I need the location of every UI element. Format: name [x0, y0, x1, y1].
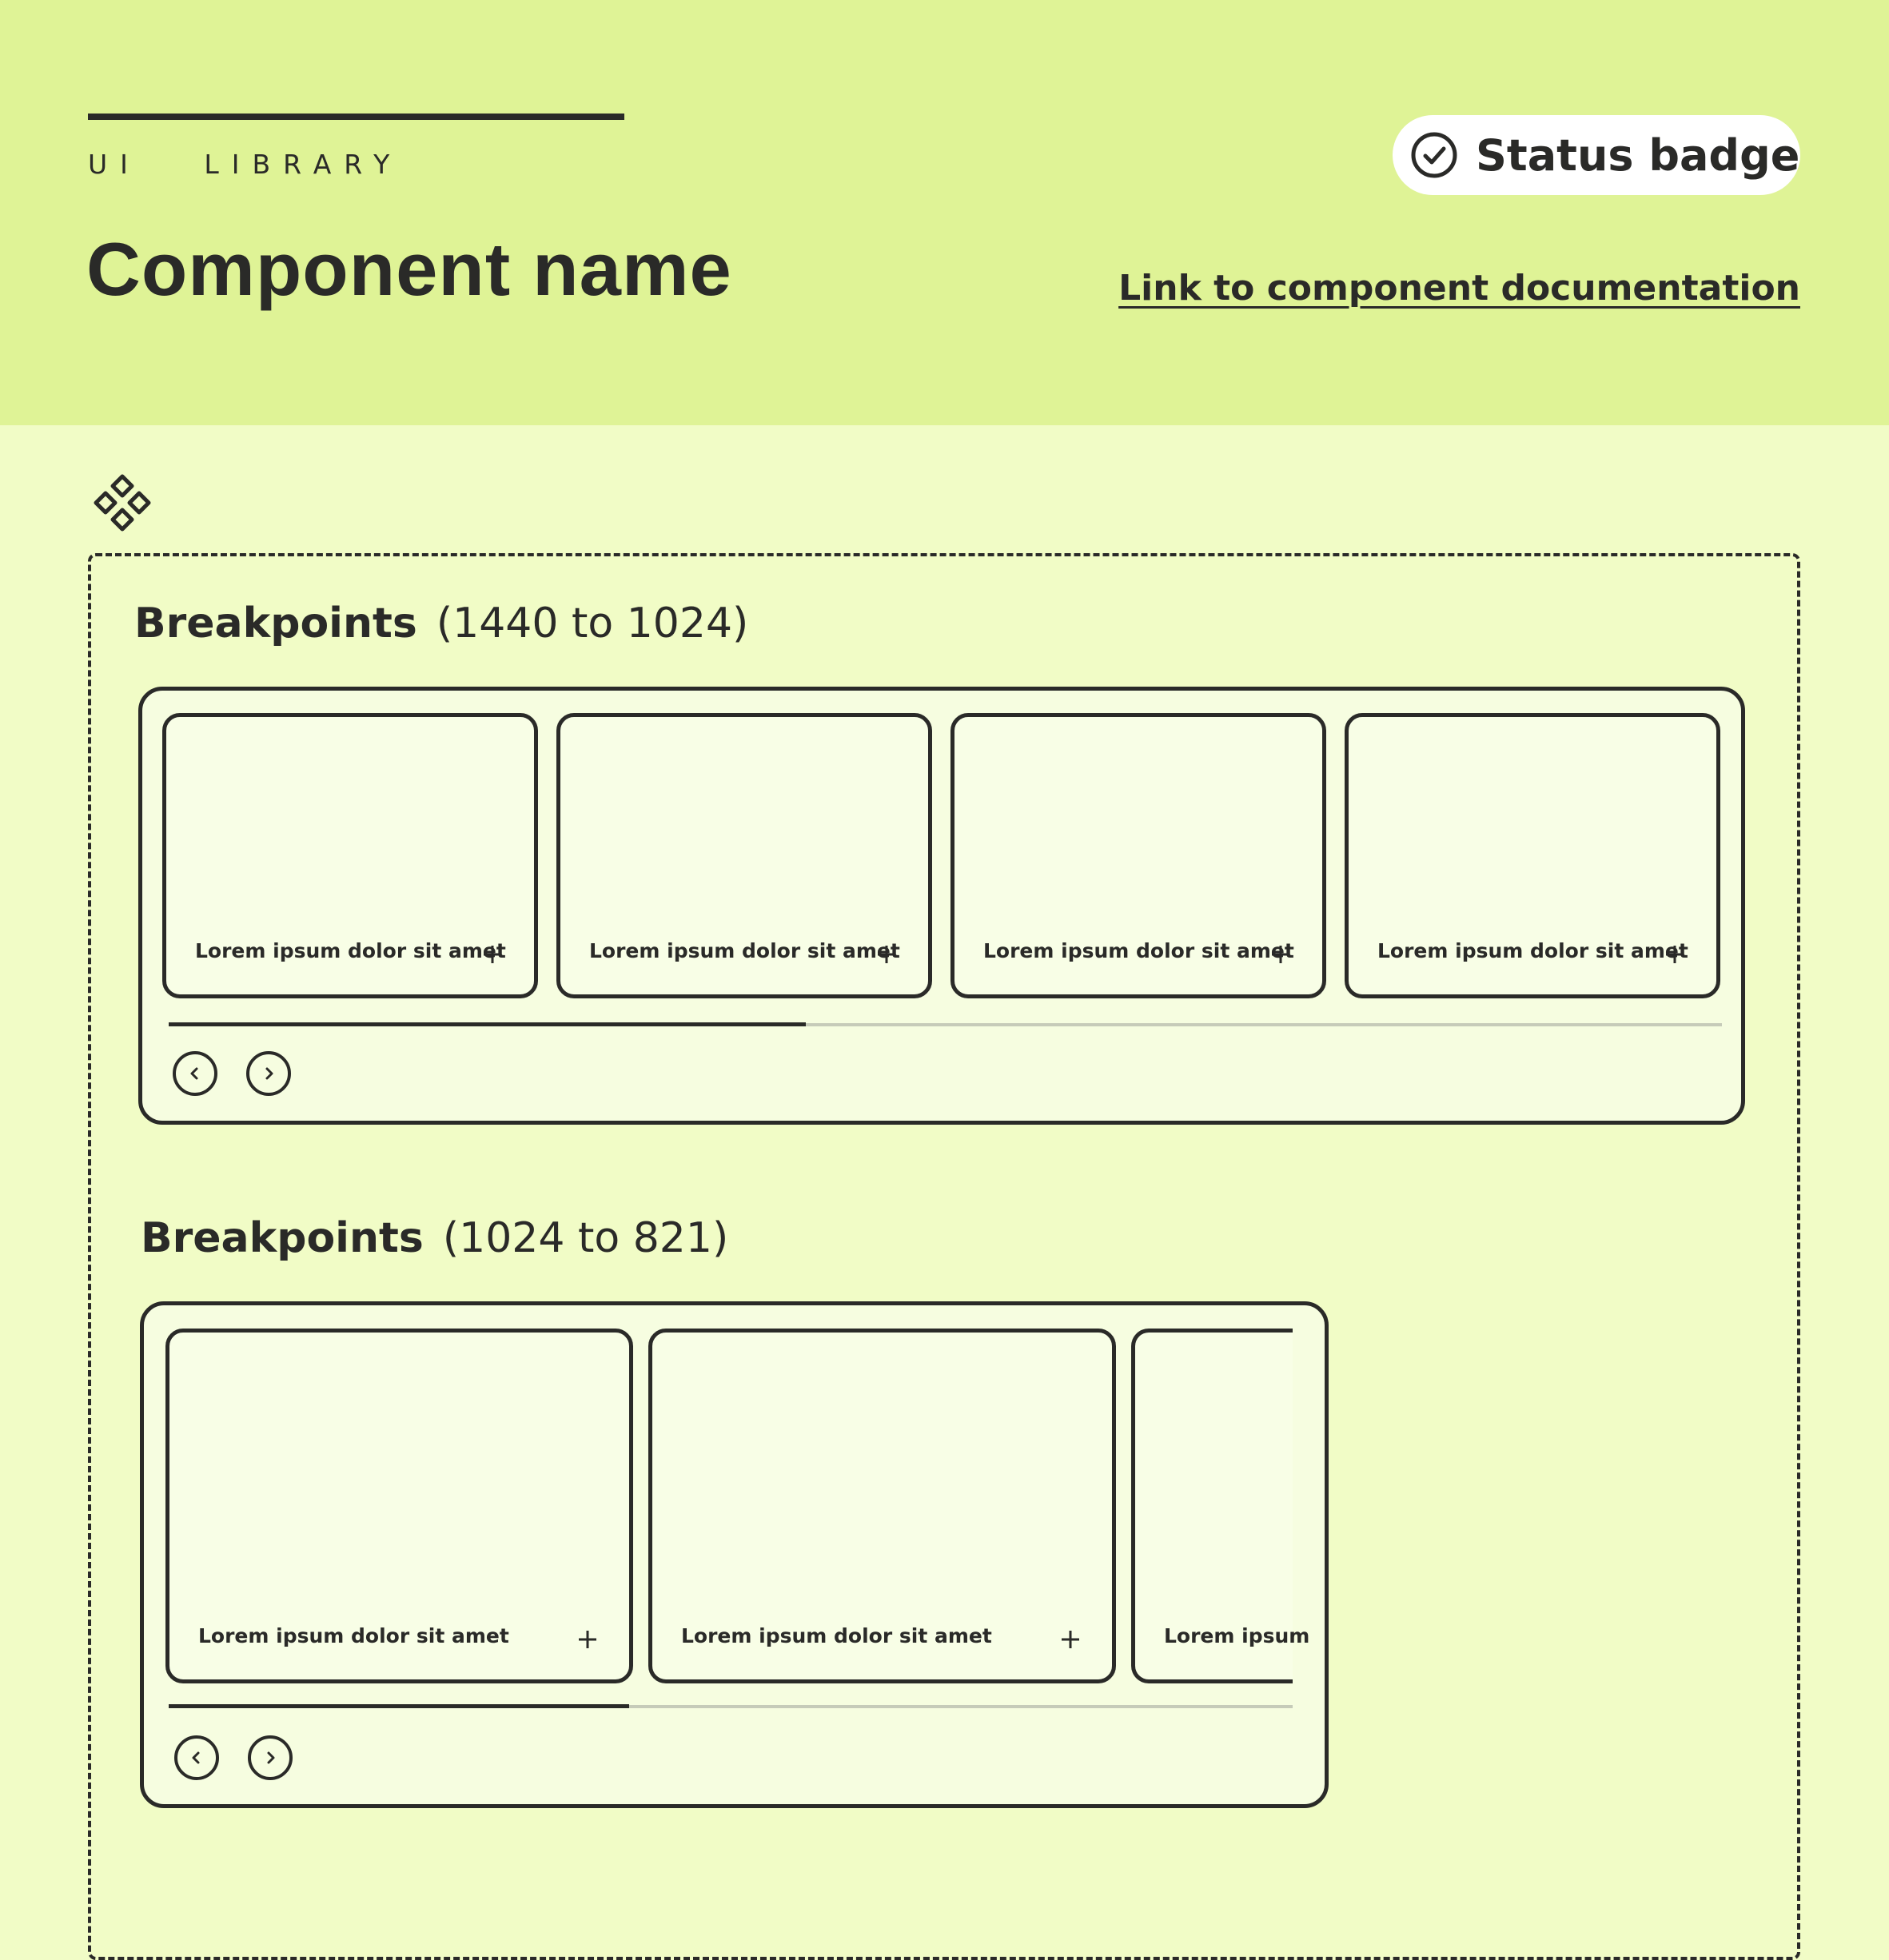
- carousel-card[interactable]: [556, 713, 932, 998]
- prev-button[interactable]: [173, 1051, 217, 1096]
- scroll-track[interactable]: [169, 1705, 1293, 1708]
- carousel-card[interactable]: [165, 1329, 633, 1683]
- header-rule: [88, 114, 624, 120]
- next-button[interactable]: [246, 1051, 291, 1096]
- prev-button[interactable]: [174, 1735, 219, 1780]
- card-label: Lorem ipsum dolor sit amet: [1377, 939, 1688, 962]
- scroll-track[interactable]: [169, 1023, 1722, 1026]
- section-title-1: [134, 600, 748, 647]
- section-heading: Breakpoints: [141, 1214, 424, 1262]
- section-title-2: [141, 1214, 728, 1262]
- plus-icon[interactable]: [1269, 943, 1292, 966]
- section-range: (1440 to 1024): [436, 600, 749, 647]
- header-banner: [0, 0, 1889, 425]
- plus-icon[interactable]: [1059, 1628, 1082, 1651]
- carousel-card-partial[interactable]: [1131, 1329, 1310, 1683]
- check-circle-icon: [1409, 129, 1460, 181]
- component-diamonds-icon: [91, 472, 153, 534]
- section-heading: Breakpoints: [134, 600, 417, 647]
- carousel-card[interactable]: [162, 713, 538, 998]
- plus-icon[interactable]: [1664, 943, 1686, 966]
- library-eyebrow: UI LIBRARY: [88, 149, 403, 180]
- chevron-right-icon: [261, 1749, 279, 1767]
- chevron-right-icon: [260, 1065, 277, 1082]
- scroll-progress[interactable]: [169, 1704, 629, 1708]
- plus-icon[interactable]: [875, 943, 898, 966]
- status-badge: [1393, 115, 1800, 195]
- carousel-card[interactable]: [648, 1329, 1116, 1683]
- page-title: Component name: [86, 227, 732, 311]
- carousel-card[interactable]: [950, 713, 1326, 998]
- documentation-link[interactable]: Link to component documentation: [1118, 268, 1800, 309]
- scroll-progress[interactable]: [169, 1022, 806, 1026]
- section-range: (1024 to 821): [442, 1214, 729, 1262]
- card-label: Lorem ipsum dolor sit amet: [681, 1624, 992, 1647]
- card-label: Lorem ipsum: [1164, 1624, 1310, 1647]
- carousel-card[interactable]: [1345, 713, 1720, 998]
- carousel-desktop: [138, 687, 1745, 1125]
- card-label: Lorem ipsum dolor sit amet: [589, 939, 900, 962]
- card-label: Lorem ipsum dolor sit amet: [195, 939, 506, 962]
- plus-icon[interactable]: [576, 1628, 599, 1651]
- card-label: Lorem ipsum dolor sit amet: [198, 1624, 509, 1647]
- plus-icon[interactable]: [481, 943, 504, 966]
- card-label: Lorem ipsum dolor sit amet: [983, 939, 1294, 962]
- next-button[interactable]: [248, 1735, 293, 1780]
- chevron-left-icon: [186, 1065, 204, 1082]
- status-badge-label: Status badge: [1476, 129, 1800, 181]
- chevron-left-icon: [188, 1749, 205, 1767]
- carousel-tablet: [140, 1301, 1329, 1808]
